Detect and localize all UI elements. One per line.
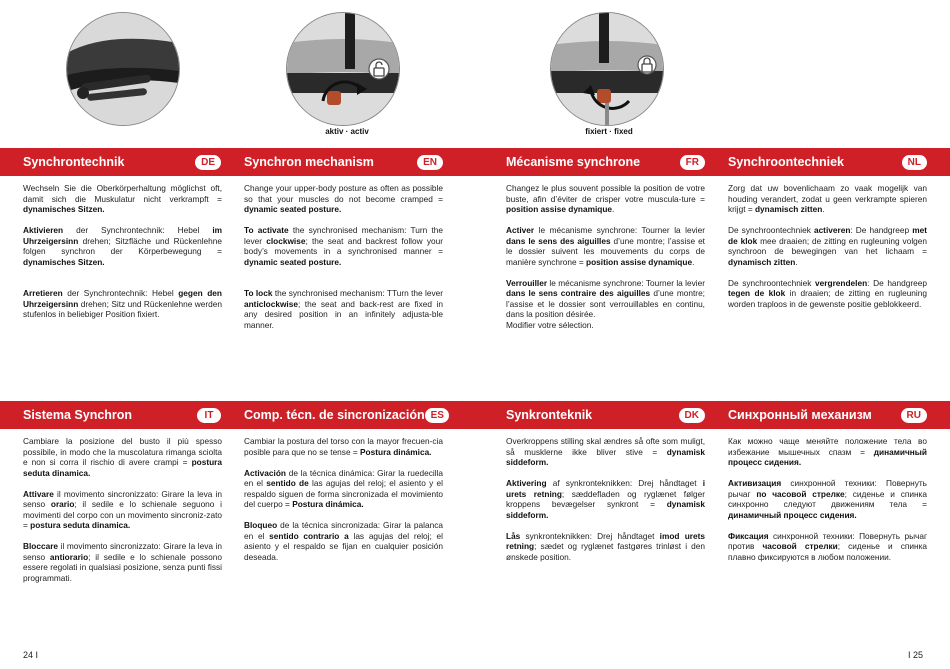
- section-body-de: Wechseln Sie die Oberkörperhaltung möglichst oft, damit sich die Muskulatur nicht verkrampft = dynamisches Sitzen. Aktivieren der Synchrontechnik: Hebel im Uhrzeigersinn drehen; Sitzfläche und Rückenlehne folgen synchron der Körperbewegung = dynamisches Sitzen. Arretieren der Synchrontechnik: Hebel gegen den Uhrzeigersinn drehen; Sitz und Rückenlehne werden stufenlos in beliebiger Position fixiert.: [23, 183, 222, 319]
- section-header-es: [244, 401, 443, 429]
- language-badge-en: EN: [417, 155, 443, 170]
- section-title-es: Comp. técn. de sincronización: [244, 408, 425, 422]
- section-body-dk: Overkroppens stilling skal ændres så ofte som muligt, så musklerne ikke bliver stive = dynamisk siddeform. Aktivering af synkronteknikken: Drej håndtaget i urets retning; sæddefladen og ryglænet følger kroppens bevægelser synkront = dynamisk siddeform. Lås synkronteknikken: Drej håndtaget imod urets retning; sædet og ryglænet fastgøres trinløst i den ønskede position.: [506, 436, 705, 562]
- caption-fixed: fixiert · fixed: [585, 127, 633, 136]
- header-band-top: [0, 148, 950, 176]
- section-body-en: Change your upper-body posture as often as possible so that your muscles do not become cramped = dynamic seated posture. To activate the synchronised mechanism: Turn the lever clockwise; the seat and backrest follow your body’s movements in a synchronised manner = dynamic seated posture. To lock the synchronised mechanism: TTurn the lever anticlockwise; the seat and back-rest are fixed in any desired position in an infinitely adjusta-ble manner.: [244, 183, 443, 330]
- header-band-bottom: [0, 401, 950, 429]
- language-badge-it: IT: [197, 408, 221, 423]
- section-title-de: Synchrontechnik: [23, 155, 125, 169]
- section-header-nl: [728, 148, 927, 176]
- section-header-dk: [506, 401, 705, 429]
- section-header-en: [244, 148, 443, 176]
- page-number-left: 24 I: [23, 650, 39, 660]
- language-badge-ru: RU: [901, 408, 927, 423]
- language-badge-nl: NL: [902, 155, 927, 170]
- language-badge-dk: DK: [679, 408, 705, 423]
- section-title-ru: Синхронный механизм: [728, 408, 872, 422]
- section-body-it: Cambiare la posizione del busto il più spesso possibile, in modo che la muscolatura rimanga sciolta e non si corra il rischio di avere crampi = postura seduta dinamica. Attivare il movimento sincronizzato: Girare la leva in senso orario; il sedile e lo schienale seguono i movimenti del corpo con un movimento sincroniz-zato = postura seduta dinamica. Bloccare il movimento sincronizzato: Girare la leva in senso antiorario; il sedile e lo schienale possono essere regolati in qualsiasi posizione, senza punti fissi programmati.: [23, 436, 222, 583]
- caption-active: aktiv · activ: [325, 127, 369, 136]
- section-body-es: Cambiar la postura del torso con la mayor frecuen-cia posible para que no se tense = Postura dinámica. Activación de la técnica dinámica: Girar la ruedecilla en el sentido de las agujas del reloj; el asiento y el respaldo siguen de forma sincronizada el movimiento del cuerpo = Postura dinámica. Bloqueo de la técnica sincronizada: Girar la palanca en el sentido contrario a las agujas del reloj; el asiento y el respaldo se fijan en cualquier posición deseada.: [244, 436, 443, 562]
- section-title-fr: Mécanisme synchrone: [506, 155, 641, 169]
- section-title-en: Synchron mechanism: [244, 155, 374, 169]
- language-badge-es: ES: [425, 408, 449, 423]
- page-number-right: I 25: [908, 650, 924, 660]
- section-title-it: Sistema Synchron: [23, 408, 133, 422]
- section-body-fr: Changez le plus souvent possible la position de votre buste, afin d’éviter de crisper votre muscula-ture = position assise dynamique. Activer le mécanisme synchrone: Tourner la levier dans le sens des aiguilles d’une montre; l’assise et le dossier suivent les mouvements du corps de manière synchrone = position assise dynamique. Verrouiller le mécanisme synchrone: Tourner la levier dans le sens contraire des aiguilles d’une montre; l’assise et le dossier sont verrouillables en continu, dans la position désirée. Modifier votre sélection.: [506, 183, 705, 330]
- section-header-ru: [728, 401, 927, 429]
- section-body-nl: Zorg dat uw bovenlichaam zo vaak mogelijk van houding verandert, zodat u geen verkrampte spieren krijgt = dynamisch zitten. De synchroontechniek activeren: De handgreep met de klok mee draaien; de zitting en rugleuning volgen synchroon de bewegingen van het lichaam = dynamisch zitten. De synchroontechniek vergrendelen: De handgreep tegen de klok in draaien; de zitting en rugleuning worden traploos in de gewenste positie geblokkeerd.: [728, 183, 928, 309]
- section-body-ru: Как можно чаще меняйте положение тела во избежание мышечных спазм = динамичный процесс сидения. Активизация синхронной техники: Повернуть рычаг по часовой стрелке; сиденье и спинка синхронно следуют движениям тела = динамичный процесс сидения. Фиксация синхронной техники: Повернуть рычаг против часовой стрелки; сиденье и спинка плавно фиксируются в любом положении.: [728, 436, 927, 562]
- language-badge-fr: FR: [680, 155, 705, 170]
- section-header-de: [23, 148, 221, 176]
- mechanism-photo-active: [286, 12, 400, 126]
- language-badge-de: DE: [195, 155, 221, 170]
- section-title-dk: Synkronteknik: [506, 408, 593, 422]
- mechanism-photo-overview: [66, 12, 180, 126]
- mechanism-photo-fixed: [550, 12, 664, 126]
- section-header-fr: [506, 148, 705, 176]
- section-title-nl: Synchroontechniek: [728, 155, 844, 169]
- section-header-it: [23, 401, 221, 429]
